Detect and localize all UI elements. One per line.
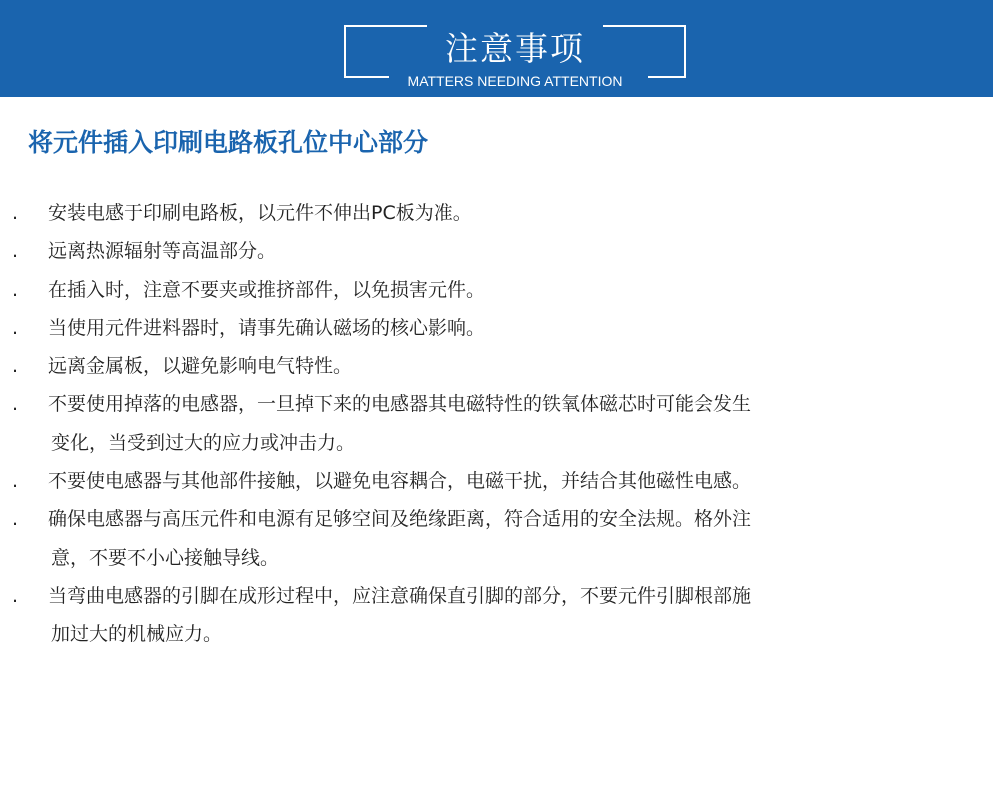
bullet: .: [12, 202, 19, 224]
list-item: [0, 347, 993, 385]
title-frame: [345, 24, 685, 89]
section-heading: 将元件插入印刷电路板孔位中心部分: [28, 128, 429, 157]
bullet: .: [12, 584, 19, 607]
list-item-text: 远离金属板，以避免影响电气特性。: [48, 355, 353, 378]
list-item-text: 不要使电感器与其他部件接触，以避免电容耦合，电磁干扰，并结合其他磁性电感。: [48, 470, 752, 493]
list-item: [0, 232, 993, 270]
list-item: [0, 194, 993, 232]
bullet: .: [12, 240, 19, 263]
list-item: [0, 577, 993, 654]
list-item: [0, 462, 993, 500]
list-item-text: 不要使用掉落的电感器，一旦掉下来的电感器其电磁特性的铁氧体磁芯时可能会发生: [48, 393, 752, 416]
header-banner: [0, 0, 993, 97]
attention-list: [0, 194, 993, 654]
list-item-continuation: 意，不要不小心接触导线。: [51, 546, 280, 569]
list-item: [0, 309, 993, 347]
list-item-continuation: 变化，当受到过大的应力或冲击力。: [51, 431, 356, 454]
list-item-text: 当弯曲电感器的引脚在成形过程中，应注意确保直引脚的部分，不要元件引脚根部施: [48, 584, 752, 607]
list-item: [0, 271, 993, 309]
list-item-continuation: 加过大的机械应力。: [51, 623, 223, 646]
bullet: .: [12, 278, 19, 301]
banner-subtitle: MATTERS NEEDING ATTENTION: [407, 73, 623, 89]
bullet: .: [12, 316, 19, 339]
bullet: .: [12, 355, 19, 378]
bullet: .: [12, 470, 19, 493]
list-item: [0, 500, 993, 577]
bullet: .: [12, 508, 19, 531]
list-item-text: 安装电感于印刷电路板，以元件不伸出PC板为准。: [48, 202, 472, 224]
list-item-text: 在插入时，注意不要夹或推挤部件，以免损害元件。: [48, 278, 486, 301]
list-item-text: 远离热源辐射等高温部分。: [48, 240, 277, 263]
banner-title: 注意事项: [445, 29, 585, 68]
list-item-text: 当使用元件进料器时，请事先确认磁场的核心影响。: [48, 316, 486, 339]
bullet: .: [12, 393, 19, 416]
list-item: [0, 385, 993, 462]
list-item-text: 确保电感器与高压元件和电源有足够空间及绝缘距离，符合适用的安全法规。格外注: [48, 508, 752, 531]
